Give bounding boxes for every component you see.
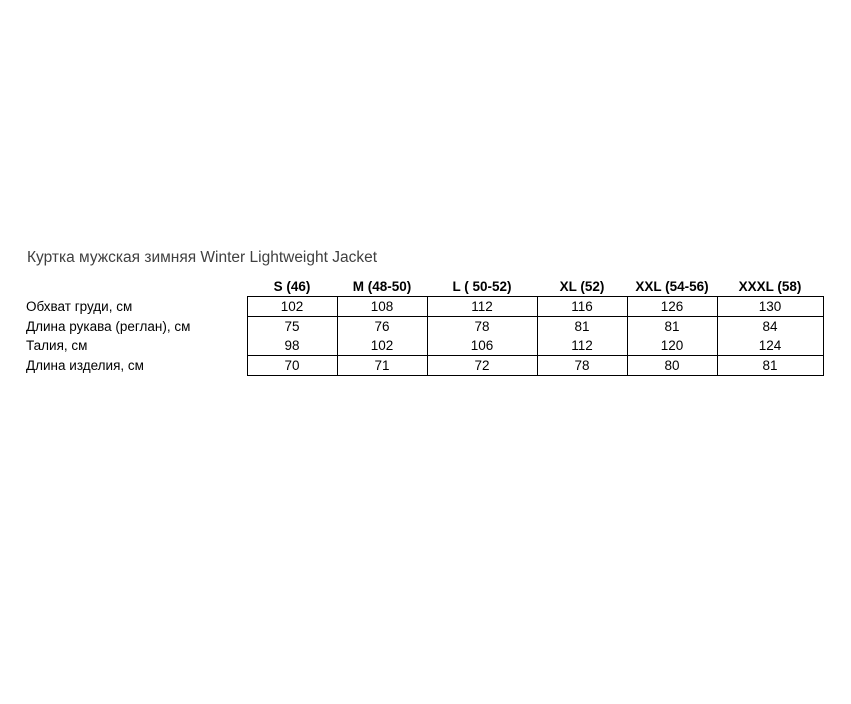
- column-header: L ( 50-52): [452, 279, 512, 294]
- table-cell: 70: [247, 356, 337, 376]
- table-cell: 98: [247, 336, 337, 356]
- table-cell: 81: [717, 356, 823, 376]
- table-cell: 72: [427, 356, 537, 376]
- table-row: [24, 356, 823, 376]
- table-cell: 81: [627, 317, 717, 337]
- table-cell: 102: [337, 336, 427, 356]
- table-cell: 126: [627, 297, 717, 317]
- table-cell: 106: [427, 336, 537, 356]
- table-cell: 81: [537, 317, 627, 337]
- row-label: Длина изделия, см: [26, 358, 144, 373]
- table-cell: 78: [537, 356, 627, 376]
- table-cell: 120: [627, 336, 717, 356]
- table-cell: 130: [717, 297, 823, 317]
- table-cell: 116: [537, 297, 627, 317]
- table-cell: 76: [337, 317, 427, 337]
- row-label: Длина рукава (реглан), см: [26, 318, 191, 334]
- table-cell: 71: [337, 356, 427, 376]
- column-header: M (48-50): [352, 279, 412, 294]
- table-cell: 84: [717, 317, 823, 337]
- column-header: S (46): [273, 279, 311, 294]
- page-title: Куртка мужская зимняя Winter Lightweight Jacket: [27, 249, 378, 266]
- table-cell: 78: [427, 317, 537, 337]
- table-cell: 108: [337, 297, 427, 317]
- table-cell: 75: [247, 317, 337, 337]
- table-row: [24, 336, 823, 356]
- table-row: [24, 317, 823, 337]
- table-row: [24, 297, 823, 317]
- table-cell: 112: [427, 297, 537, 317]
- size-chart-table: [24, 277, 824, 376]
- table-cell: 124: [717, 336, 823, 356]
- column-header: XXL (54-56): [635, 279, 709, 294]
- table-corner-cell: [24, 277, 247, 297]
- table-cell: 112: [537, 336, 627, 356]
- table-cell: 80: [627, 356, 717, 376]
- table-cell: 102: [247, 297, 337, 317]
- column-header: XL (52): [559, 279, 605, 294]
- row-label: Обхват груди, см: [26, 299, 133, 314]
- column-header: XXXL (58): [738, 279, 802, 294]
- row-label: Талия, см: [26, 338, 88, 354]
- table-header-row: [24, 277, 823, 297]
